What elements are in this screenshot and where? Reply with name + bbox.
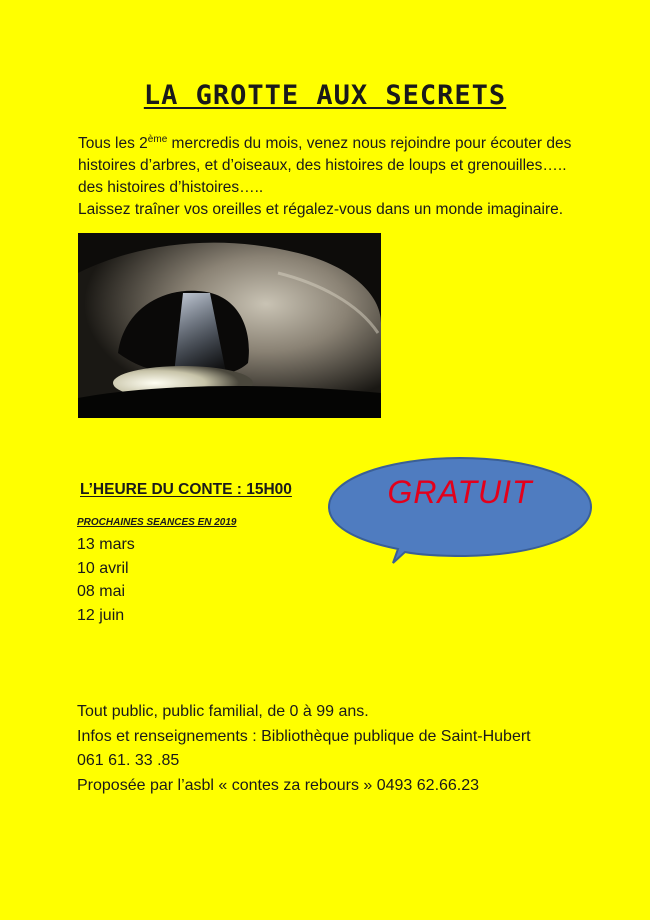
free-label: GRATUIT (387, 474, 533, 510)
sessions-title: PROCHAINES SEANCES EN 2019 (77, 517, 237, 528)
organizer-text: Proposée par l’asbl « contes za rebours » 0493 62.66.23 (77, 776, 480, 794)
intro-line-1: Tous les 2ème mercredis du mois, venez nous rejoindre pour écouter des (78, 133, 572, 152)
cave-photo (78, 233, 381, 418)
session-date: 12 juin (77, 606, 125, 624)
session-date: 10 avril (77, 559, 129, 577)
info-text: Infos et renseignements : Bibliothèque publique de Saint-Hubert (77, 727, 531, 745)
intro-line-4: Laissez traîner vos oreilles et régalez-vous dans un monde imaginaire. (78, 201, 564, 218)
phone-number: 061 61. 33 .85 (77, 752, 180, 769)
intro-paragraph (78, 133, 618, 221)
sessions-dates (77, 533, 135, 627)
speech-bubble (325, 455, 595, 575)
session-date: 13 mars (77, 536, 135, 553)
audience-text: Tout public, public familial, de 0 à 99 ans. (77, 703, 369, 720)
footer-info (77, 700, 637, 798)
page-title: LA GROTTE AUX SECRETS (143, 80, 507, 111)
session-date: 08 mai (77, 583, 126, 600)
storytime-hour: L’HEURE DU CONTE : 15H00 (80, 481, 292, 498)
intro-line-2: histoires d’arbres, et d’oiseaux, des histoires de loups et grenouilles….. (78, 157, 567, 174)
intro-line-3: des histoires d’histoires….. (78, 179, 264, 196)
